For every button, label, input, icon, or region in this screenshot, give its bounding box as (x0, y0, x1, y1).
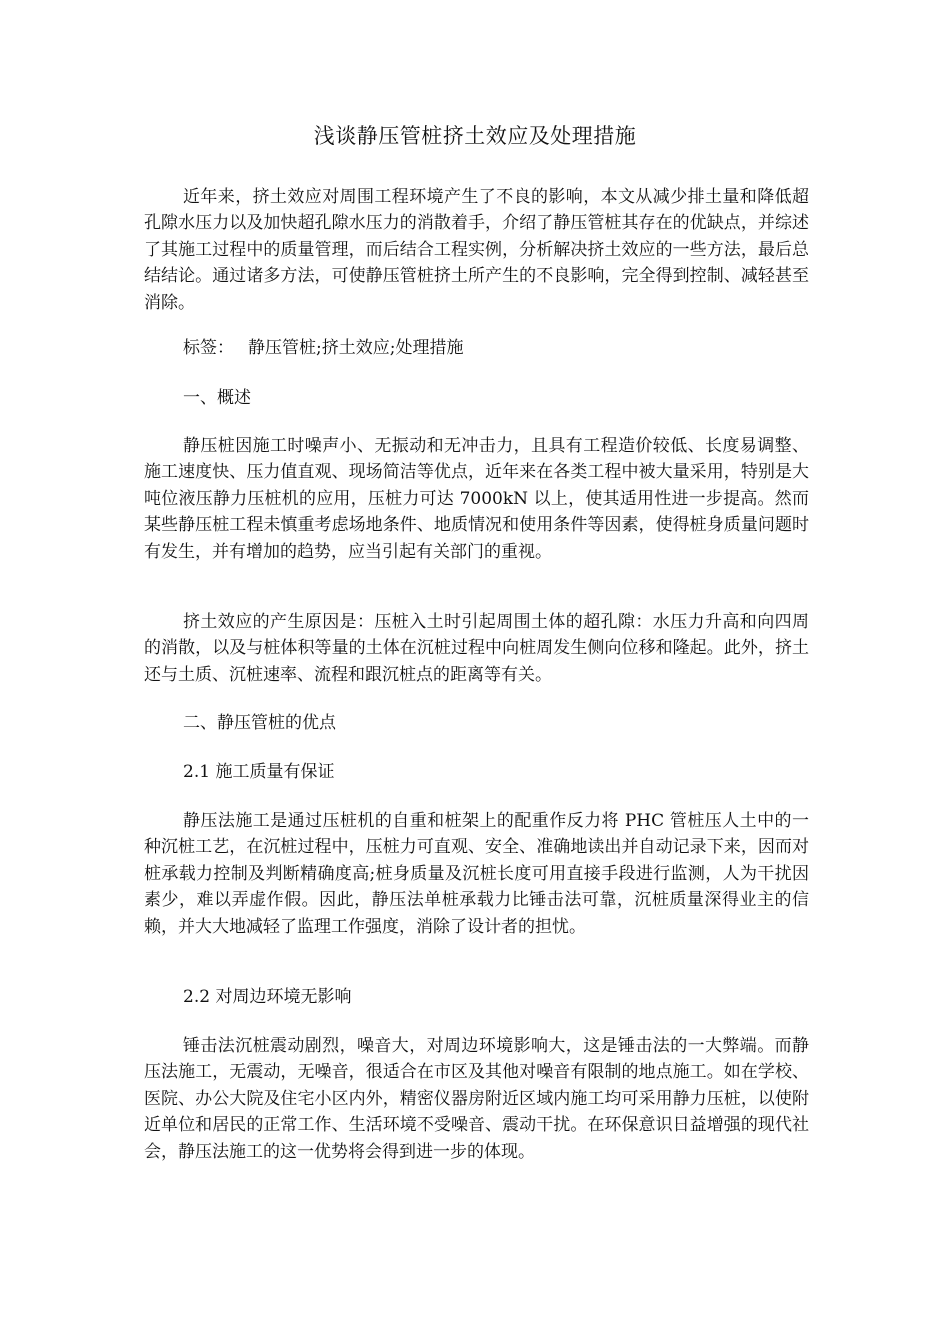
subsection-2-1-paragraph: 静压法施工是通过压桩机的自重和桩架上的配重作反力将 PHC 管桩压人土中的一种沉桩工艺，在沉桩过程中，压桩力可直观、安全、准确地读出并自动记录下来，因而对桩承载力控制及判断精确度高;桩身质量及沉桩长度可用直接手段进行监测，人为干扰因素少，难以弄虚作假。因此，静压法单桩承载力比锤击法可靠，沉桩质量深得业主的信赖，并大大地减轻了监理工作强度，消除了设计者的担忧。 (144, 811, 809, 937)
subsection-2-2-heading: 2.2 对周边环境无影响 (183, 987, 352, 1007)
tags-line (183, 335, 463, 361)
subsection-2-1-heading: 2.1 施工质量有保证 (183, 762, 335, 782)
abstract-paragraph: 近年来，挤土效应对周围工程环境产生了不良的影响，本文从减少排土量和降低超孔隙水压力以及加快超孔隙水压力的消散着手，介绍了静压管桩其存在的优缺点，并综述了其施工过程中的质量管理，而后结合工程实例，分析解决挤土效应的一些方法，最后总结结论。通过诸多方法，可使静压管桩挤土所产生的不良影响，完全得到控制、减轻甚至消除。 (144, 187, 809, 313)
tags-label: 标签： (183, 338, 234, 358)
section-2-heading: 二、静压管桩的优点 (183, 713, 336, 733)
tags-value: 静压管桩;挤土效应;处理措施 (248, 338, 464, 358)
section-1-paragraph-1: 静压桩因施工时噪声小、无振动和无冲击力，且具有工程造价较低、长度易调整、施工速度快、压力值直观、现场简洁等优点，近年来在各类工程中被大量采用，特别是大吨位液压静力压桩机的应用，压桩力可达 7000kN 以上，使其适用性进一步提高。然而某些静压桩工程未慎重考虑场地条件、地质情况和使用条件等因素，使得桩身质量问题时有发生，并有增加的趋势，应当引起有关部门的重视。 (144, 436, 809, 562)
section-1-heading: 一、概述 (183, 388, 251, 408)
section-1-paragraph-2: 挤土效应的产生原因是：压桩入土时引起周围土体的超孔隙：水压力升高和向四周的消散，以及与桩体积等量的土体在沉桩过程中向桩周发生侧向位移和隆起。此外，挤土还与土质、沉桩速率、流程和跟沉桩点的距离等有关。 (144, 612, 809, 685)
document-title: 浅谈静压管桩挤土效应及处理措施 (313, 124, 637, 148)
subsection-2-2-paragraph: 锤击法沉桩震动剧烈，噪音大，对周边环境影响大，这是锤击法的一大弊端。而静压法施工，无震动，无噪音，很适合在市区及其他对噪音有限制的地点施工。如在学校、医院、办公大院及住宅小区内外，精密仪器房附近区域内施工均可采用静力压桩，以使附近单位和居民的正常工作、生活环境不受噪音、震动干扰。在环保意识日益增强的现代社会，静压法施工的这一优势将会得到进一步的体现。 (144, 1036, 809, 1162)
